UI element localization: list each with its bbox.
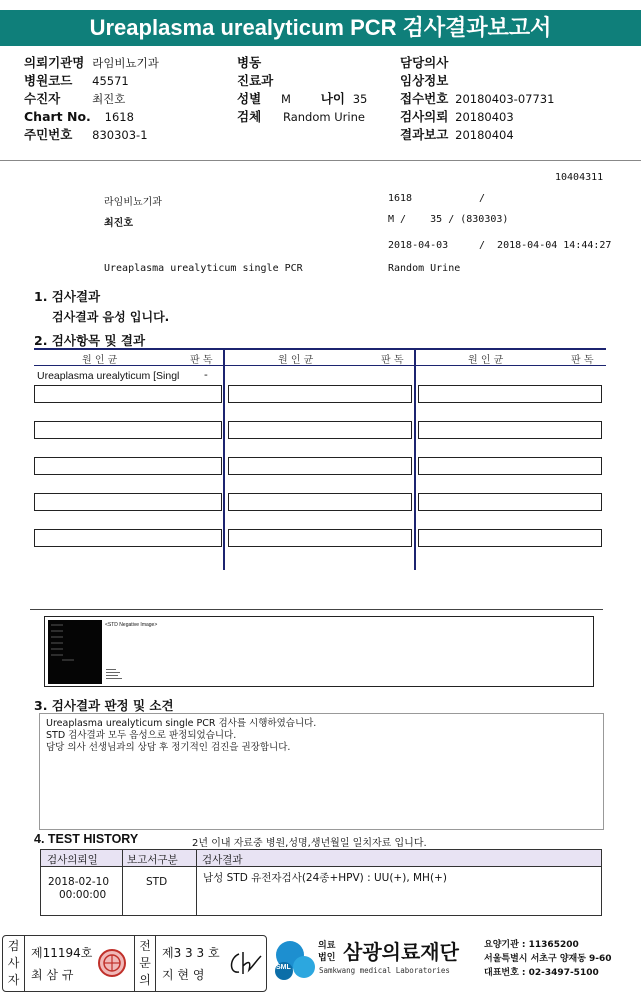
department-label: 진료과: [237, 73, 274, 88]
gel-image-frame: [44, 616, 594, 687]
document-code: 10404311: [555, 172, 604, 183]
ward-label: 병동: [237, 55, 262, 70]
gel-image-label: <STD Negative Image>: [105, 622, 158, 628]
section2-title: 2. 검사항목 및 결과: [34, 333, 146, 348]
clinical-info-label: 임상정보: [400, 73, 449, 88]
empty-cell: [418, 421, 602, 439]
hospital-code-label: 병원코드: [24, 73, 73, 88]
sub-sex-age: M / 35 / (830303): [388, 214, 509, 225]
sub-specimen: Random Urine: [388, 263, 461, 274]
sex-label: 성별: [237, 91, 262, 106]
history-header-type: 보고서구분: [127, 854, 178, 866]
inspector-label: [3, 936, 25, 991]
patient-value: 최진호: [92, 92, 126, 106]
history-type: STD: [146, 876, 168, 888]
empty-cell: [228, 529, 412, 547]
table-divider-1: [223, 348, 225, 570]
sub-test-name: Ureaplasma urealyticum single PCR: [104, 263, 303, 274]
doctor-label: 담당의사: [400, 55, 449, 70]
sub-slash: /: [479, 193, 486, 204]
chart-no-label: Chart No.: [24, 109, 91, 124]
age-label: 나이: [320, 91, 345, 106]
empty-cell: [418, 493, 602, 511]
col-pathogen-2: 원 인 균: [278, 355, 314, 366]
chart-no-value: 1618: [104, 110, 134, 124]
doctor-signature-icon: [225, 948, 263, 980]
section1-result: 검사결과 음성 입니다.: [52, 310, 170, 324]
table-top-border: [34, 348, 606, 350]
col-result-1: 판 독: [190, 355, 213, 366]
request-date-value: 20180403: [455, 110, 514, 124]
empty-cell: [34, 421, 222, 439]
history-col-divider: [196, 850, 197, 915]
clinic-value: 라임비뇨기과: [92, 56, 159, 70]
section1-title: 1. 검사결과: [34, 289, 101, 304]
empty-cell: [34, 493, 222, 511]
history-time: 00:00:00: [59, 889, 107, 901]
col-result-2: 판 독: [381, 355, 404, 366]
item-result-1: -: [204, 369, 208, 381]
section4-title: 4. TEST HISTORY: [34, 832, 139, 846]
empty-cell: [418, 385, 602, 403]
opinion-line: STD 검사결과 모두 음성으로 판정되었습니다.: [46, 730, 237, 741]
col-pathogen-1: 원 인 균: [82, 355, 118, 366]
resident-no-label: 주민번호: [24, 127, 73, 142]
sub-chart: 1618: [388, 193, 413, 204]
col-result-3: 판 독: [571, 355, 594, 366]
header-col3: [400, 54, 630, 144]
table-header-border: [34, 365, 606, 366]
sub-clinic: 라임비뇨기과: [104, 197, 162, 208]
org-prefix-line1: 의료: [318, 941, 336, 951]
specimen-value: Random Urine: [282, 110, 365, 124]
report-title: Ureaplasma urealyticum PCR 검사결과보고서: [0, 10, 641, 46]
org-name: 삼광의료재단: [343, 940, 459, 964]
history-result: 남성 STD 유전자검사(24종+HPV) : UU(+), MH(+): [203, 872, 447, 884]
org-code: 요양기관 : 11365200: [484, 940, 579, 950]
inspector-label-text: 검사자: [7, 939, 20, 987]
org-english-name: Samkwang medical Laboratories: [319, 966, 450, 975]
clinic-label: 의뢰기관명: [24, 55, 85, 70]
doctor-name: 지 현 영: [162, 968, 205, 982]
history-col-divider: [122, 850, 123, 915]
org-contact: [484, 938, 612, 980]
empty-cell: [34, 457, 222, 475]
doctor-label-text: 전문의: [139, 939, 151, 987]
hospital-code-value: 45571: [92, 74, 129, 88]
org-tel: 대표번호 : 02-3497-5100: [484, 968, 599, 978]
inspector-number: 제11194호: [31, 946, 93, 960]
history-note: 2년 이내 자료중 병원,성명,생년월일 일치자료 입니다.: [192, 838, 427, 849]
org-prefix: [318, 940, 335, 964]
history-header-row: [41, 850, 601, 867]
signature-box: [2, 935, 267, 992]
header-col1: [24, 54, 224, 144]
history-header-date: 검사의뢰일: [47, 854, 98, 866]
empty-cell: [228, 385, 412, 403]
empty-cell: [34, 385, 222, 403]
table-divider-2: [414, 348, 416, 570]
history-header-result: 검사결과: [202, 854, 243, 866]
doctor-label: [134, 936, 156, 991]
sub-date-right: / 2018-04-04 14:44:27: [479, 240, 612, 251]
age-value: 35: [352, 92, 368, 106]
org-prefix-line2: 법인: [318, 953, 336, 963]
inspector-seal-icon: [97, 946, 127, 980]
empty-cell: [34, 529, 222, 547]
receipt-no-label: 접수번호: [400, 91, 449, 106]
sml-logo-text: SML: [276, 964, 291, 971]
section-divider: [30, 609, 603, 610]
empty-cell: [228, 457, 412, 475]
history-table: [40, 849, 602, 916]
patient-label: 수진자: [24, 91, 61, 106]
history-date: 2018-02-10: [48, 876, 110, 888]
header-col2: [237, 54, 397, 126]
specimen-label: 검체: [237, 109, 262, 124]
opinion-line: 담당 의사 선생님과의 상담 후 정기적인 검진을 권장합니다.: [46, 742, 291, 753]
org-address: 서울특별시 서초구 양재동 9-60: [484, 954, 612, 964]
sex-value: M: [280, 92, 291, 106]
report-date-label: 결과보고: [400, 127, 449, 142]
opinion-box: [39, 713, 604, 830]
empty-cell: [228, 493, 412, 511]
empty-cell: [228, 421, 412, 439]
resident-no-value: 830303-1: [92, 128, 148, 142]
section3-title: 3. 검사결과 판정 및 소견: [34, 698, 174, 713]
header-divider: [0, 160, 641, 161]
sub-date-left: 2018-04-03: [388, 240, 449, 251]
request-date-label: 검사의뢰: [400, 109, 449, 124]
sub-name: 최진호: [104, 218, 133, 229]
empty-cell: [418, 457, 602, 475]
sml-logo-icon: [270, 937, 318, 985]
empty-cell: [418, 529, 602, 547]
item-pathogen-1: Ureaplasma urealyticum [Singl: [37, 370, 180, 382]
receipt-no-value: 20180403-07731: [455, 92, 555, 106]
inspector-name: 최 삼 규: [31, 968, 74, 982]
opinion-line: Ureaplasma urealyticum single PCR 검사를 시행하였습니다.: [46, 718, 317, 729]
report-date-value: 20180404: [455, 128, 514, 142]
doctor-number: 제3 3 3 호: [162, 946, 220, 960]
col-pathogen-3: 원 인 균: [468, 355, 504, 366]
